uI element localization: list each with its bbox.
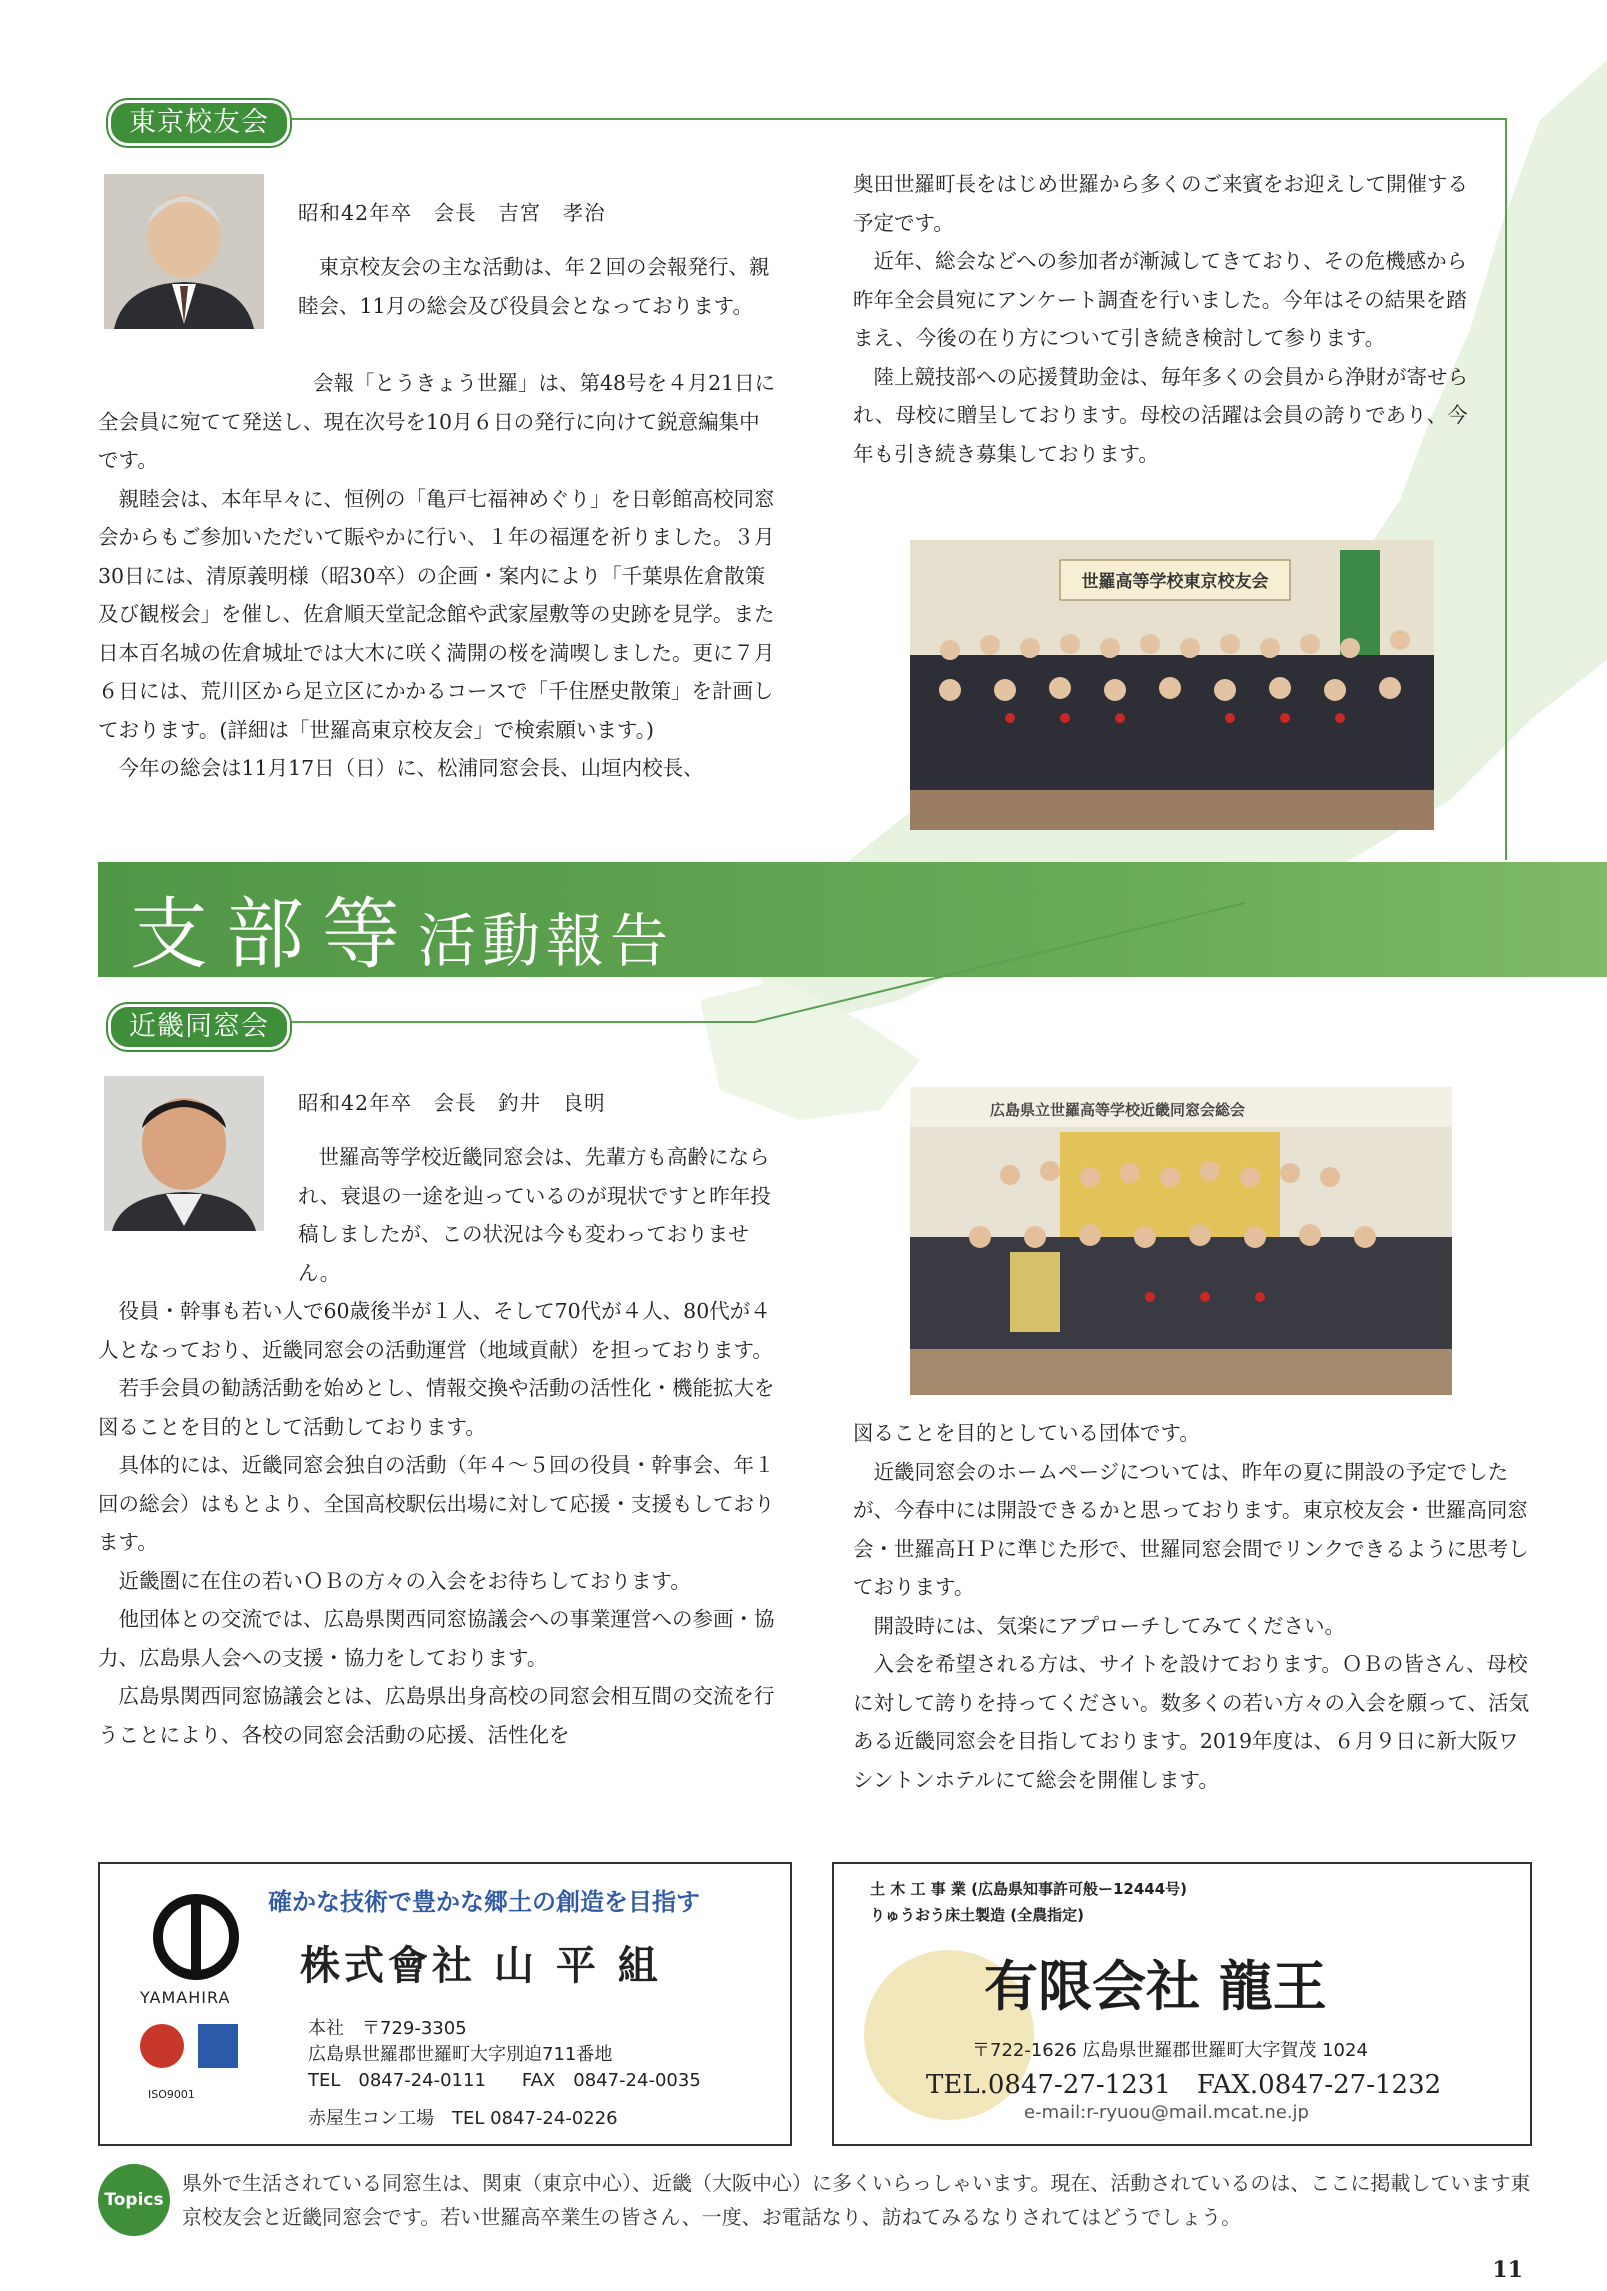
tokyo-frame-top <box>290 118 1506 120</box>
tokyo-group-photo <box>910 540 1434 830</box>
tokyo-paragraph-2: 会報「とうきょう世羅」は、第48号を４月21日に全会員に宛てて発送し、現在次号を10月６日の発行に向けて鋭意編集中です。 <box>98 371 776 472</box>
yamahira-plant: 赤屋生コン工場 TEL 0847-24-0226 <box>308 2108 618 2129</box>
yamahira-logo-text: YAMAHIRA <box>140 1988 231 2007</box>
yamahira-iso: ISO9001 <box>148 2088 195 2101</box>
ryuou-tel: TEL.0847-27-1231 FAX.0847-27-1232 <box>926 2070 1442 2100</box>
ryuou-line-1: 土 木 工 事 業 (広島県知事許可般ー12444号) <box>870 1880 1188 1898</box>
kinki-text-top <box>298 1138 776 1292</box>
kinki-section-tag: 近畿同窓会 <box>108 1004 290 1050</box>
ryuou-line-2: りゅうおう床土製造 (全農指定) <box>870 1906 1084 1924</box>
tokyo-author: 昭和42年卒 会長 吉宮 孝治 <box>298 201 606 225</box>
kinki-text-right <box>853 1414 1531 1799</box>
yamahira-slogan: 確かな技術で豊かな郷土の創造を目指す <box>268 1888 700 1916</box>
kinki-paragraph-10: 開設時には、気楽にアプローチしてみてください。 <box>873 1613 1345 1638</box>
tokyo-paragraph-7: 陸上競技部への応援賛助金は、毎年多くの会員から浄財が寄せられ、母校に贈呈しております。母校の活躍は会員の誇りであり、今年も引き続き募集しております。 <box>853 364 1468 466</box>
tokyo-text-right <box>853 165 1483 473</box>
ryuou-ad <box>832 1862 1532 2146</box>
tokyo-paragraph-3: 親睦会は、本年早々に、恒例の「亀戸七福神めぐり」を日彰館高校同窓会からもご参加いただいて賑やかに行い、１年の福運を祈りました。３月30日には、清原義明様（昭30卒）の企画・案内により「千葉県佐倉散策及び観桜会」を催し、佐倉順天堂記念館や武家屋敷等の史跡を見学。また日本百名城の佐倉城址では大木に咲く満開の桜を満喫しました。更に７月６日には、荒川区から足立区にかかるコースで「千住歴史散策」を計画しております。(詳細は「世羅高東京校友会」で検索願います。) <box>98 486 775 742</box>
yamahira-logo <box>148 1894 244 1980</box>
yamahira-address-1: 本社 〒729-3305 <box>308 2018 467 2039</box>
tokyo-paragraph-1: 東京校友会の主な活動は、年２回の会報発行、親睦会、11月の総会及び役員会となっております。 <box>298 255 770 318</box>
topics-text: 県外で生活されている同窓生は、関東（東京中心）、近畿（大阪中心）に多くいらっしゃいます。現在、活動されているのは、ここに掲載しています東京校友会と近畿同窓会です。若い世羅高卒業生の皆さん、一度、お電話なり、訪ねてみるなりされてはどうでしょう。 <box>182 2171 1531 2229</box>
yamahira-cert-badges <box>140 2024 248 2084</box>
page-number: 11 <box>1492 2257 1523 2283</box>
kinki-paragraph-9: 近畿同窓会のホームページについては、昨年の夏に開設の予定でしたが、今春中には開設できるかと思っております。東京校友会・世羅高同窓会・世羅高ＨＰに準じた形で、世羅同窓会間でリンクできるように思考しております。 <box>853 1459 1529 1599</box>
tokyo-president-photo <box>104 174 264 329</box>
yamahira-tel: TEL 0847-24-0111 FAX 0847-24-0035 <box>308 2070 701 2091</box>
kinki-paragraph-11: 入会を希望される方は、サイトを設けております。ＯＢの皆さん、母校に対して誇りを持ってください。数多くの若い方々の入会を願って、活気ある近畿同窓会を目指しております。2019年度は、６月９日に新大阪ワシントンホテルにて総会を開催します。 <box>853 1652 1530 1792</box>
kinki-paragraph-6: 他団体との交流では、広島県関西同窓協議会への事業運営への参画・協力、広島県人会への支援・協力をしております。 <box>98 1607 775 1670</box>
kinki-paragraph-2: 役員・幹事も若い人で60歳後半が１人、そして70代が４人、80代が４人となっており、近畿同窓会の活動運営（地域貢献）を担っております。 <box>98 1299 773 1362</box>
kinki-frame-line <box>290 900 1250 1025</box>
kinki-paragraph-4: 具体的には、近畿同窓会独自の活動（年４～５回の役員・幹事会、年１回の総会）はもとより、全国高校駅伝出場に対して応援・支援もしております。 <box>98 1453 775 1554</box>
kinki-paragraph-7: 広島県関西同窓協議会とは、広島県出身高校の同窓会相互間の交流を行うことにより、各校の同窓会活動の応援、活性化を <box>98 1684 775 1747</box>
kinki-paragraph-5: 近畿圏に在住の若いＯＢの方々の入会をお待ちしております。 <box>118 1568 691 1593</box>
ryuou-email: e-mail:r-ryuou@mail.mcat.ne.jp <box>1024 2102 1309 2123</box>
yamahira-company: 株式會社 山 平 組 <box>300 1943 662 1989</box>
tokyo-paragraph-4: 今年の総会は11月17日（日）に、松浦同窓会長、山垣内校長、 <box>118 756 704 780</box>
tokyo-section-tag: 東京校友会 <box>108 100 290 146</box>
yamahira-ad <box>98 1862 792 2146</box>
tokyo-photo-banner: 世羅高等学校東京校友会 <box>1081 572 1269 592</box>
kinki-author: 昭和42年卒 会長 釣井 良明 <box>298 1091 606 1115</box>
tokyo-text-top <box>298 248 776 325</box>
kinki-paragraph-3: 若手会員の勧誘活動を始めとし、情報交換や活動の活性化・機能拡大を図ることを目的として活動しております。 <box>98 1376 775 1439</box>
tokyo-paragraph-6: 近年、総会などへの参加者が漸減してきており、その危機感から昨年全会員宛にアンケート調査を行いました。今年はその結果を踏まえ、今後の在り方について引き続き検討して参ります。 <box>853 249 1468 350</box>
yamahira-address-2: 広島県世羅郡世羅町大字別迫711番地 <box>308 2044 613 2065</box>
kinki-photo-banner: 広島県立世羅高等学校近畿同窓会総会 <box>990 1101 1246 1119</box>
tokyo-frame-right <box>1505 118 1507 860</box>
kinki-paragraph-8: 図ることを目的としている団体です。 <box>853 1421 1200 1445</box>
kinki-president-photo <box>104 1076 264 1231</box>
tokyo-text-left <box>98 364 776 788</box>
topics-badge: Topics <box>98 2164 170 2236</box>
kinki-text-left <box>98 1292 776 1754</box>
tokyo-paragraph-5: 奥田世羅町長をはじめ世羅から多くのご来賓をお迎えして開催する予定です。 <box>853 172 1468 235</box>
banner-title-sub: 活動報告 <box>418 907 675 975</box>
ryuou-address: 〒722-1626 広島県世羅郡世羅町大字賀茂 1024 <box>972 2040 1368 2061</box>
banner-title-main: 支部等 <box>130 890 419 980</box>
ryuou-company: 有限会社 龍王 <box>984 1955 1327 2018</box>
kinki-group-photo <box>910 1087 1452 1395</box>
kinki-paragraph-1: 世羅高等学校近畿同窓会は、先輩方も高齢になられ、衰退の一途を辿っているのが現状ですと昨年投稿しましたが、この状況は今も変わっておりません。 <box>298 1145 771 1285</box>
